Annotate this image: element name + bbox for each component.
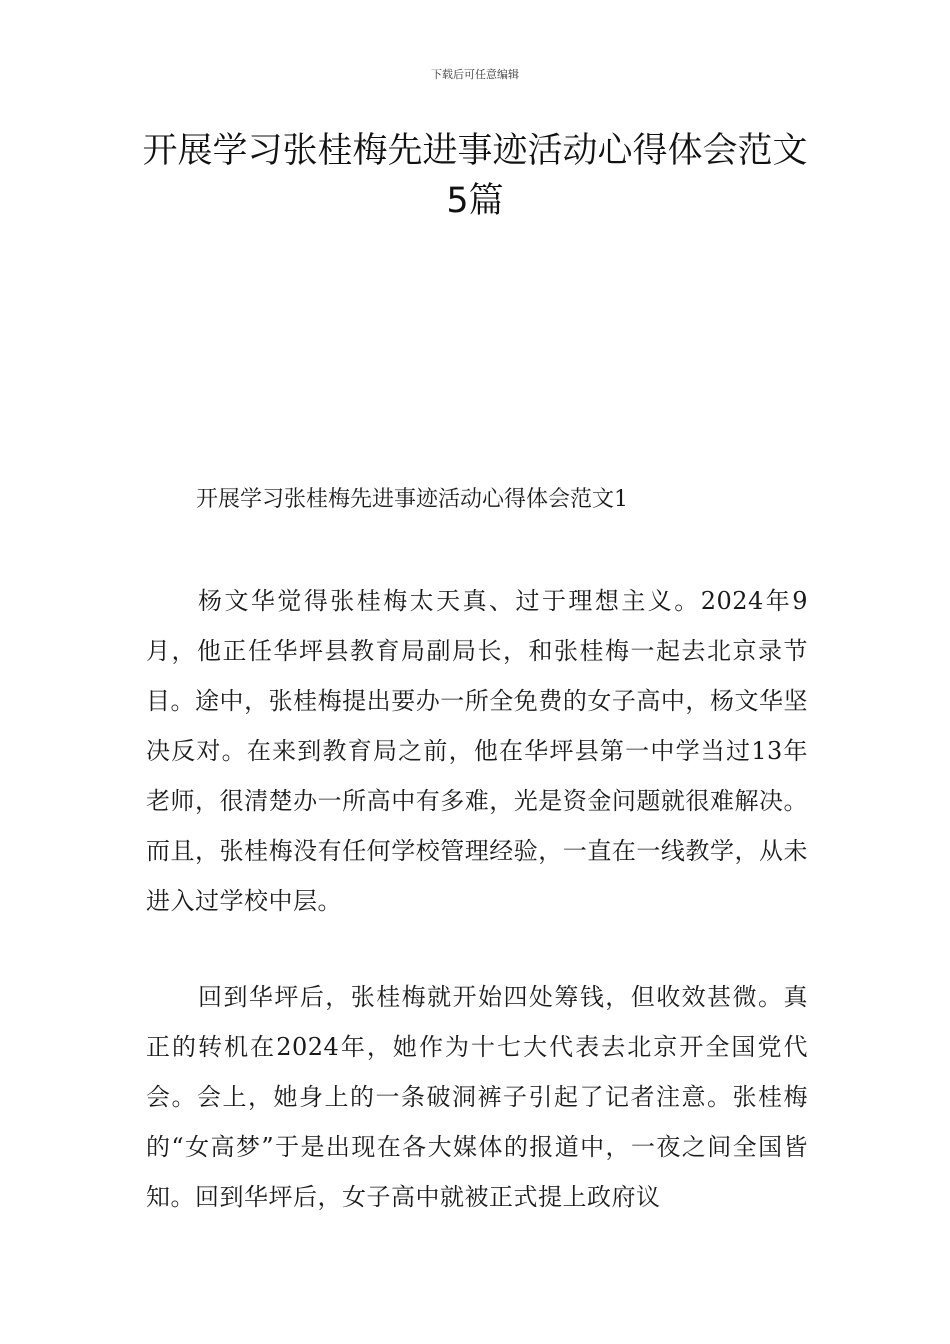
body-paragraph: 回到华坪后，张桂梅就开始四处筹钱，但收效甚微。真正的转机在2024年，她作为十七大代表去北京开全国党代会。会上，她身上的一条破洞裤子引起了记者注意。张桂梅的“女高梦”于是出现在各大媒体的报道中，一夜之间全国皆知。回到华坪后，女子高中就被正式提上政府议 bbox=[146, 983, 808, 1211]
section-heading: 开展学习张桂梅先进事迹活动心得体会范文1 bbox=[196, 487, 628, 512]
body-paragraph: 杨文华觉得张桂梅太天真、过于理想主义。2024年9月，他正任华坪县教育局副局长，和张桂梅一起去北京录节目。途中，张桂梅提出要办一所全免费的女子高中，杨文华坚决反对。在来到教育局之前，他在华坪县第一中学当过13年老师，很清楚办一所高中有多难，光是资金问题就很难解决。而且，张桂梅没有任何学校管理经验，一直在一线教学，从未进入过学校中层。 bbox=[146, 587, 808, 915]
document-title: 开展学习张桂梅先进事迹活动心得体会范文5篇 bbox=[142, 131, 808, 221]
header-note: 下载后可任意编辑 bbox=[431, 68, 519, 81]
